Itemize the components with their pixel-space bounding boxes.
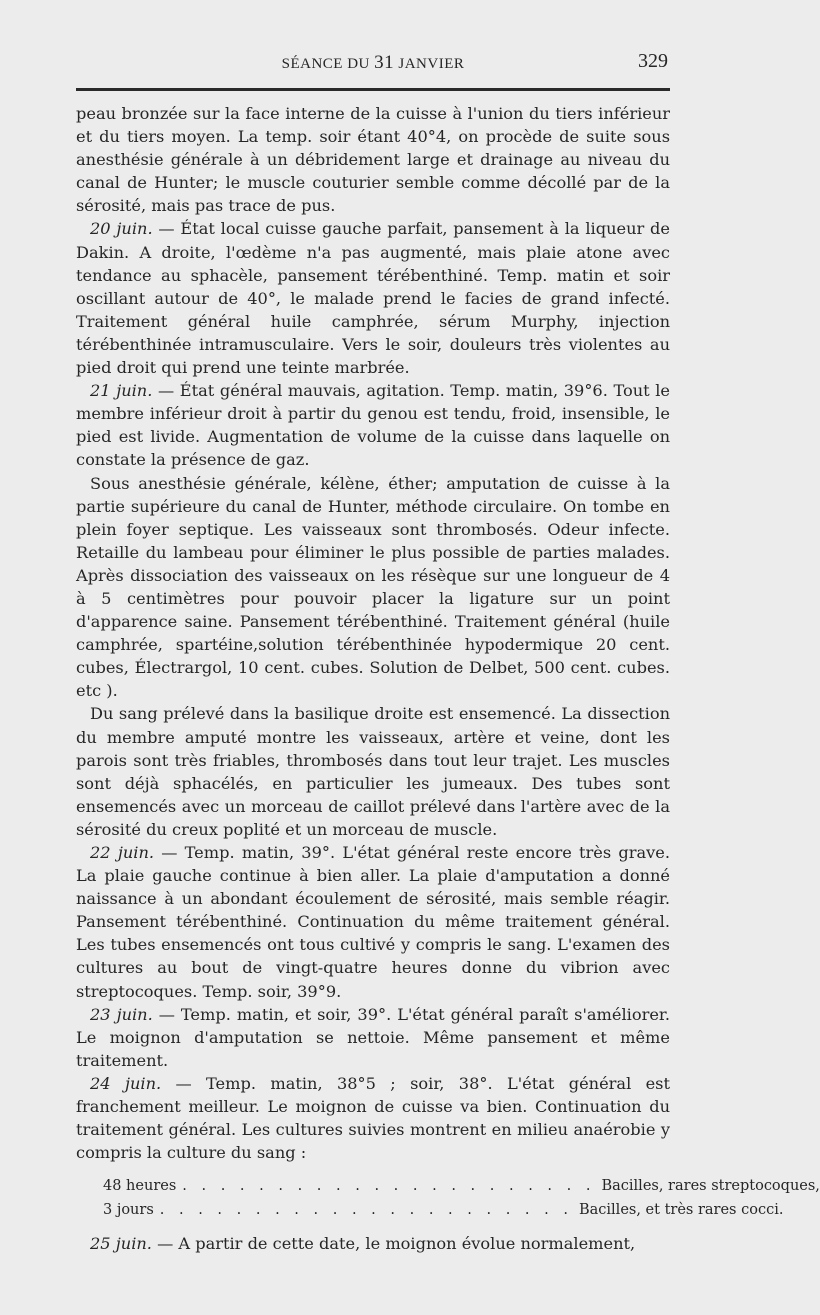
running-head [76,50,670,82]
leader-dots: . . . . . . . . . . . . . . . . . . . . . . [159,1202,573,1219]
paragraph-22-juin [76,841,670,1003]
paragraph-24-juin [76,1072,670,1164]
table-row-result: Bacilles, rares streptocoques, [601,1178,820,1195]
table-row-label: 48 heures [103,1178,177,1195]
paragraph-1: peau bronzée sur la face interne de la cuisse à l'union du tiers inférieur et du tiers moyen. La temp. soir étant 40°4, on procède de suite sous anesthésie générale à un débridement large et drainage au niveau du canal de Hunter; le muscle couturier semble comme décollé par de la sérosité, mais pas trace de pus. [76,104,670,216]
entry-text-23-juin: — Temp. matin, et soir, 39°. L'état général paraît s'améliorer. Le moignon d'amputation se nettoie. Même pansement et même traitement. [76,1004,671,1070]
entry-date-25-juin: 25 juin. [90,1234,152,1254]
running-title-prefix: SÉANCE DU [281,56,370,72]
table-row [103,1174,820,1198]
paragraph-20-juin [76,217,670,379]
entry-date-22-juin: 22 juin. [90,843,155,862]
entry-text-20-juin: — État local cuisse gauche parfait, pansement à la liqueur de Dakin. A droite, l'œdème n'a pas augmenté, mais plaie atone avec tendance au sphacèle, pansement térébenthiné. Temp. matin et soir oscillant autour de 40°, le malade prend le facies de grand infecté. Traitement général huile camphrée, sérum Murphy, injection térébenthinée intramusculaire. Vers le soir, douleurs très violentes au pied droit qui prend une teinte marbrée. [76,219,670,378]
paragraph-dissection: Du sang prélevé dans la basilique droite est ensemencé. La dissection du membre amputé montre les vaisseaux, artère et veine, dont les parois sont très friables, thrombosés dans tout leur trajet. Les muscles sont déjà sphacélés, en particulier les jumeaux. Des tubes sont ensemencés avec un morceau de caillot prélevé dans l'artère avec de la sérosité du creux poplité et un morceau de muscle. [76,704,670,839]
running-title-day: 31 [374,52,395,73]
entry-date-20-juin: 20 juin. [90,219,153,239]
entry-date-23-juin: 23 juin. [90,1004,153,1024]
paragraph-21-juin [76,379,670,471]
entry-text-22-juin: — Temp. matin, 39°. L'état général reste encore très grave. La plaie gauche continue à bien aller. La plaie d'amputation a donné naissance à un abondant écoulement de sérosité, mais semble réagir. Pansement térébenthiné. Continuation du même traitement général. Les tubes ensemencés ont tous cultivé y compris le sang. L'examen des cultures au bout de vingt-quatre heures donne du vibrion avec streptocoques. Temp. soir, 39°9. [76,843,670,1001]
header-rule [76,88,670,91]
table-row-label: 3 jours [103,1202,154,1219]
table-row-result: Bacilles, et très rares cocci. [578,1202,784,1219]
entry-date-24-juin: 24 juin. [90,1073,162,1093]
entry-date-21-juin: 21 juin. [90,381,153,401]
running-title [76,52,670,74]
entry-text-21-juin: — État général mauvais, agitation. Temp. matin, 39°6. Tout le membre inférieur droit à partir du genou est tendu, froid, insensible, le pied est livide. Augmentation de volume de la cuisse dans laquelle on constate la présence de gaz. [76,381,671,470]
body-text [76,102,820,1255]
running-title-month: JANVIER [398,56,465,72]
page-number: 329 [638,50,668,72]
leader-dots: . . . . . . . . . . . . . . . . . . . . . . [182,1178,596,1195]
paragraph-23-juin [76,1003,670,1072]
page [76,50,820,1255]
table-row [103,1198,784,1222]
cultures-table [76,1174,820,1222]
paragraph-amputation: Sous anesthésie générale, kélène, éther; amputation de cuisse à la partie supérieure du canal de Hunter, méthode circulaire. On tombe en plein foyer septique. Les vaisseaux sont thrombosés. Odeur infecte. Retaille du lambeau pour éliminer le plus possible de parties malades. Après dissociation des vaisseaux on les résèque sur une longueur de 4 à 5 centimètres pour pouvoir placer la ligature sur un point d'apparence saine. Pansement térébenthiné. Traitement général (huile camphrée, spartéine,solution térébenthinée hypodermique 20 cent. cubes, Électrargol, 10 cent. cubes. Solution de Delbet, 500 cent. cubes. etc ). [76,473,670,701]
entry-text-25-juin: — A partir de cette date, le moignon évolue normalement, [151,1234,636,1254]
entry-text-24-juin: — Temp. matin, 38°5 ; soir, 38°. L'état général est franchement meilleur. Le moignon de cuisse va bien. Continuation du traitement général. Les cultures suivies montrent en milieu anaérobie y compris la culture du sang : [76,1073,670,1163]
paragraph-25-juin [76,1232,670,1255]
